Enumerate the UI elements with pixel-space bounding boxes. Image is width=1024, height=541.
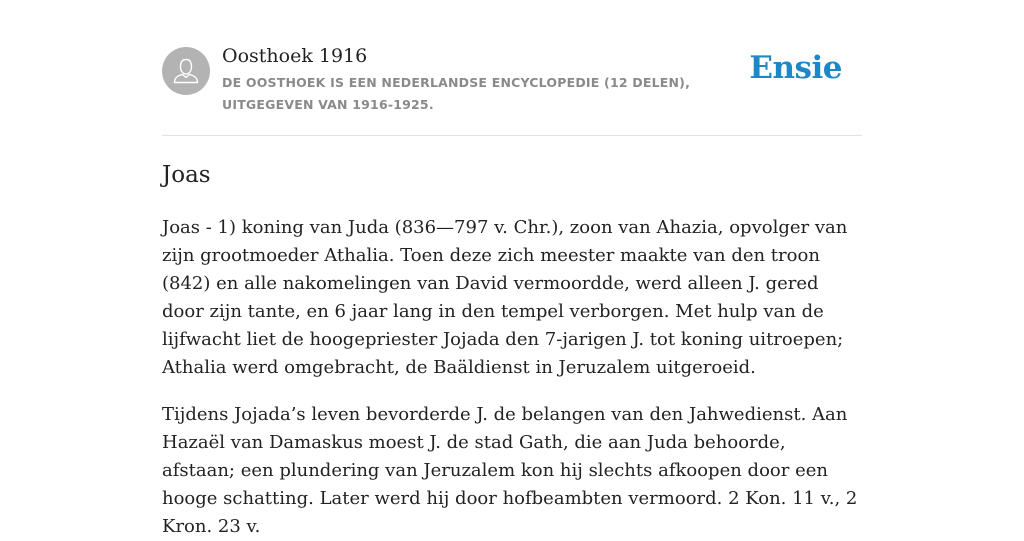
author-description: DE OOSTHOEK IS EEN NEDERLANDSE ENCYCLOPEDIE (12 DELEN), UITGEGEVEN VAN 1916-1925. bbox=[222, 75, 691, 112]
article-paragraph: Tijdens Jojada’s leven bevorderde J. de belangen van den Jahwedienst. Aan Hazaël van Damaskus moest J. de stad Gath, die aan Juda behoorde, afstaan; een plundering van Jeruzalem kon hij slechts afkoopen door een hooge schatting. Later werd hij door hofbeambten vermoord. 2 Kon. 11 v., 2 Kron. 23 v. bbox=[162, 404, 858, 537]
article-page bbox=[162, 0, 862, 541]
author-name[interactable]: Oosthoek 1916 bbox=[222, 45, 368, 67]
author-header bbox=[162, 0, 862, 136]
article-paragraph: Joas - 1) koning van Juda (836—797 v. Chr.), zoon van Ahazia, opvolger van zijn grootmoeder Athalia. Toen deze zich meester maakte van den troon (842) en alle nakomelingen van David vermoordde, werd alleen J. gered door zijn tante, en 6 jaar lang in den tempel verborgen. Met hulp van de lijfwacht liet de hoogepriester Jojada den 7-jarigen J. tot koning uitroepen; Athalia werd omgebracht, de Baäldienst in Jeruzalem uitgeroeid. bbox=[162, 217, 848, 378]
user-icon bbox=[162, 47, 210, 95]
ensie-logo[interactable]: Ensie bbox=[749, 50, 842, 86]
article-title: Joas bbox=[162, 162, 211, 188]
author-avatar[interactable] bbox=[162, 47, 210, 95]
